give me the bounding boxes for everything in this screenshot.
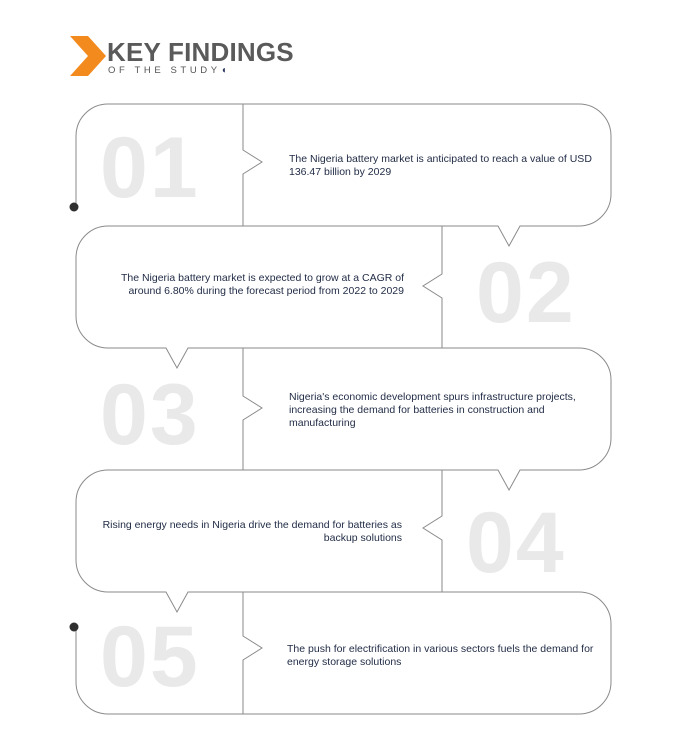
finding-text-2: The Nigeria battery market is expected to grow at a CAGR of around 6.80% during the forecast period from 2022 to 2029 <box>120 272 404 297</box>
finding-divider-4 <box>423 470 442 592</box>
crescent-icon: ◖ <box>220 65 227 76</box>
timeline-dot-top <box>70 203 79 212</box>
finding-text-3: Nigeria's economic development spurs infrastructure projects, increasing the demand for batteries in construction and manufacturing <box>289 391 576 429</box>
timeline-dot-bottom <box>70 623 79 632</box>
finding-number-4: 04 <box>466 495 566 591</box>
finding-divider-2 <box>423 226 442 348</box>
page-title: KEY FINDINGS <box>107 37 294 67</box>
finding-text-1: The Nigeria battery market is anticipated to reach a value of USD 136.47 billion by 2029 <box>289 153 592 178</box>
finding-number-2: 02 <box>476 245 576 341</box>
finding-number-3: 03 <box>100 367 200 463</box>
finding-number-1: 01 <box>100 120 200 216</box>
finding-text-5: The push for electrification in various sectors fuels the demand for energy storage solutions <box>287 643 594 668</box>
finding-divider-1 <box>243 104 262 226</box>
finding-number-5: 05 <box>100 609 200 705</box>
finding-divider-5 <box>243 592 262 714</box>
finding-text-4: Rising energy needs in Nigeria drive the demand for batteries as backup solutions <box>102 519 402 544</box>
finding-divider-3 <box>243 348 262 470</box>
page-subtitle: OF THE STUDY◖ <box>108 65 227 76</box>
